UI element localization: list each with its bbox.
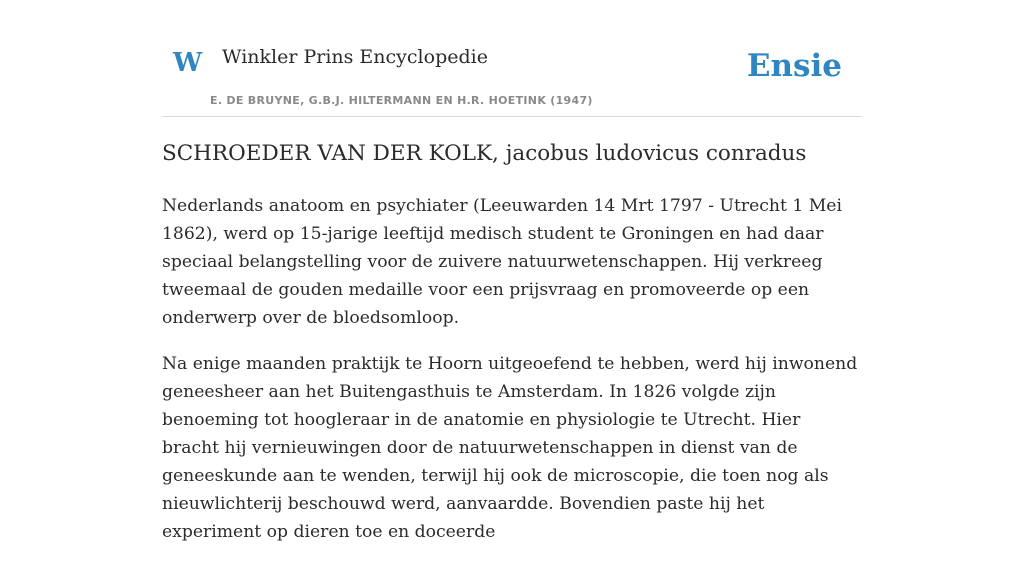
- page-container: [162, 0, 862, 542]
- source-authors: E. DE BRUYNE, G.B.J. HILTERMANN EN H.R. HOETINK (1947): [210, 94, 593, 107]
- article-paragraph: Na enige maanden praktijk te Hoorn uitgeoefend te hebben, werd hij inwonend geneesheer aan het Buitengasthuis te Amsterdam. In 1826 volgde zijn benoeming tot hoogleraar in de anatomie en physiologie te Utrecht. Hier bracht hij vernieuwingen door de natuurwetenschappen in dienst van de geneeskunde aan te wenden, terwijl hij ook de microscopie, die toen nog als nieuwlichterij beschouwd werd, aanvaardde. Bovendien paste hij het experiment op dieren toe en doceerde: [162, 354, 858, 542]
- source-title[interactable]: Winkler Prins Encyclopedie: [222, 46, 488, 68]
- winkler-prins-logo-icon[interactable]: W: [173, 48, 203, 78]
- article-title: SCHROEDER VAN DER KOLK, jacobus ludovicus conradus: [162, 141, 807, 166]
- site-header: [162, 0, 862, 117]
- ensie-logo[interactable]: Ensie: [746, 48, 842, 84]
- article-paragraph: Nederlands anatoom en psychiater (Leeuwarden 14 Mrt 1797 - Utrecht 1 Mei 1862), werd op 15-jarige leeftijd medisch student te Groningen en had daar speciaal belangstelling voor de zuivere natuurwetenschappen. Hij verkreeg tweemaal de gouden medaille voor een prijsvraag en promoveerde op een onderwerp over de bloedsomloop.: [162, 196, 842, 328]
- article-body: [162, 192, 862, 564]
